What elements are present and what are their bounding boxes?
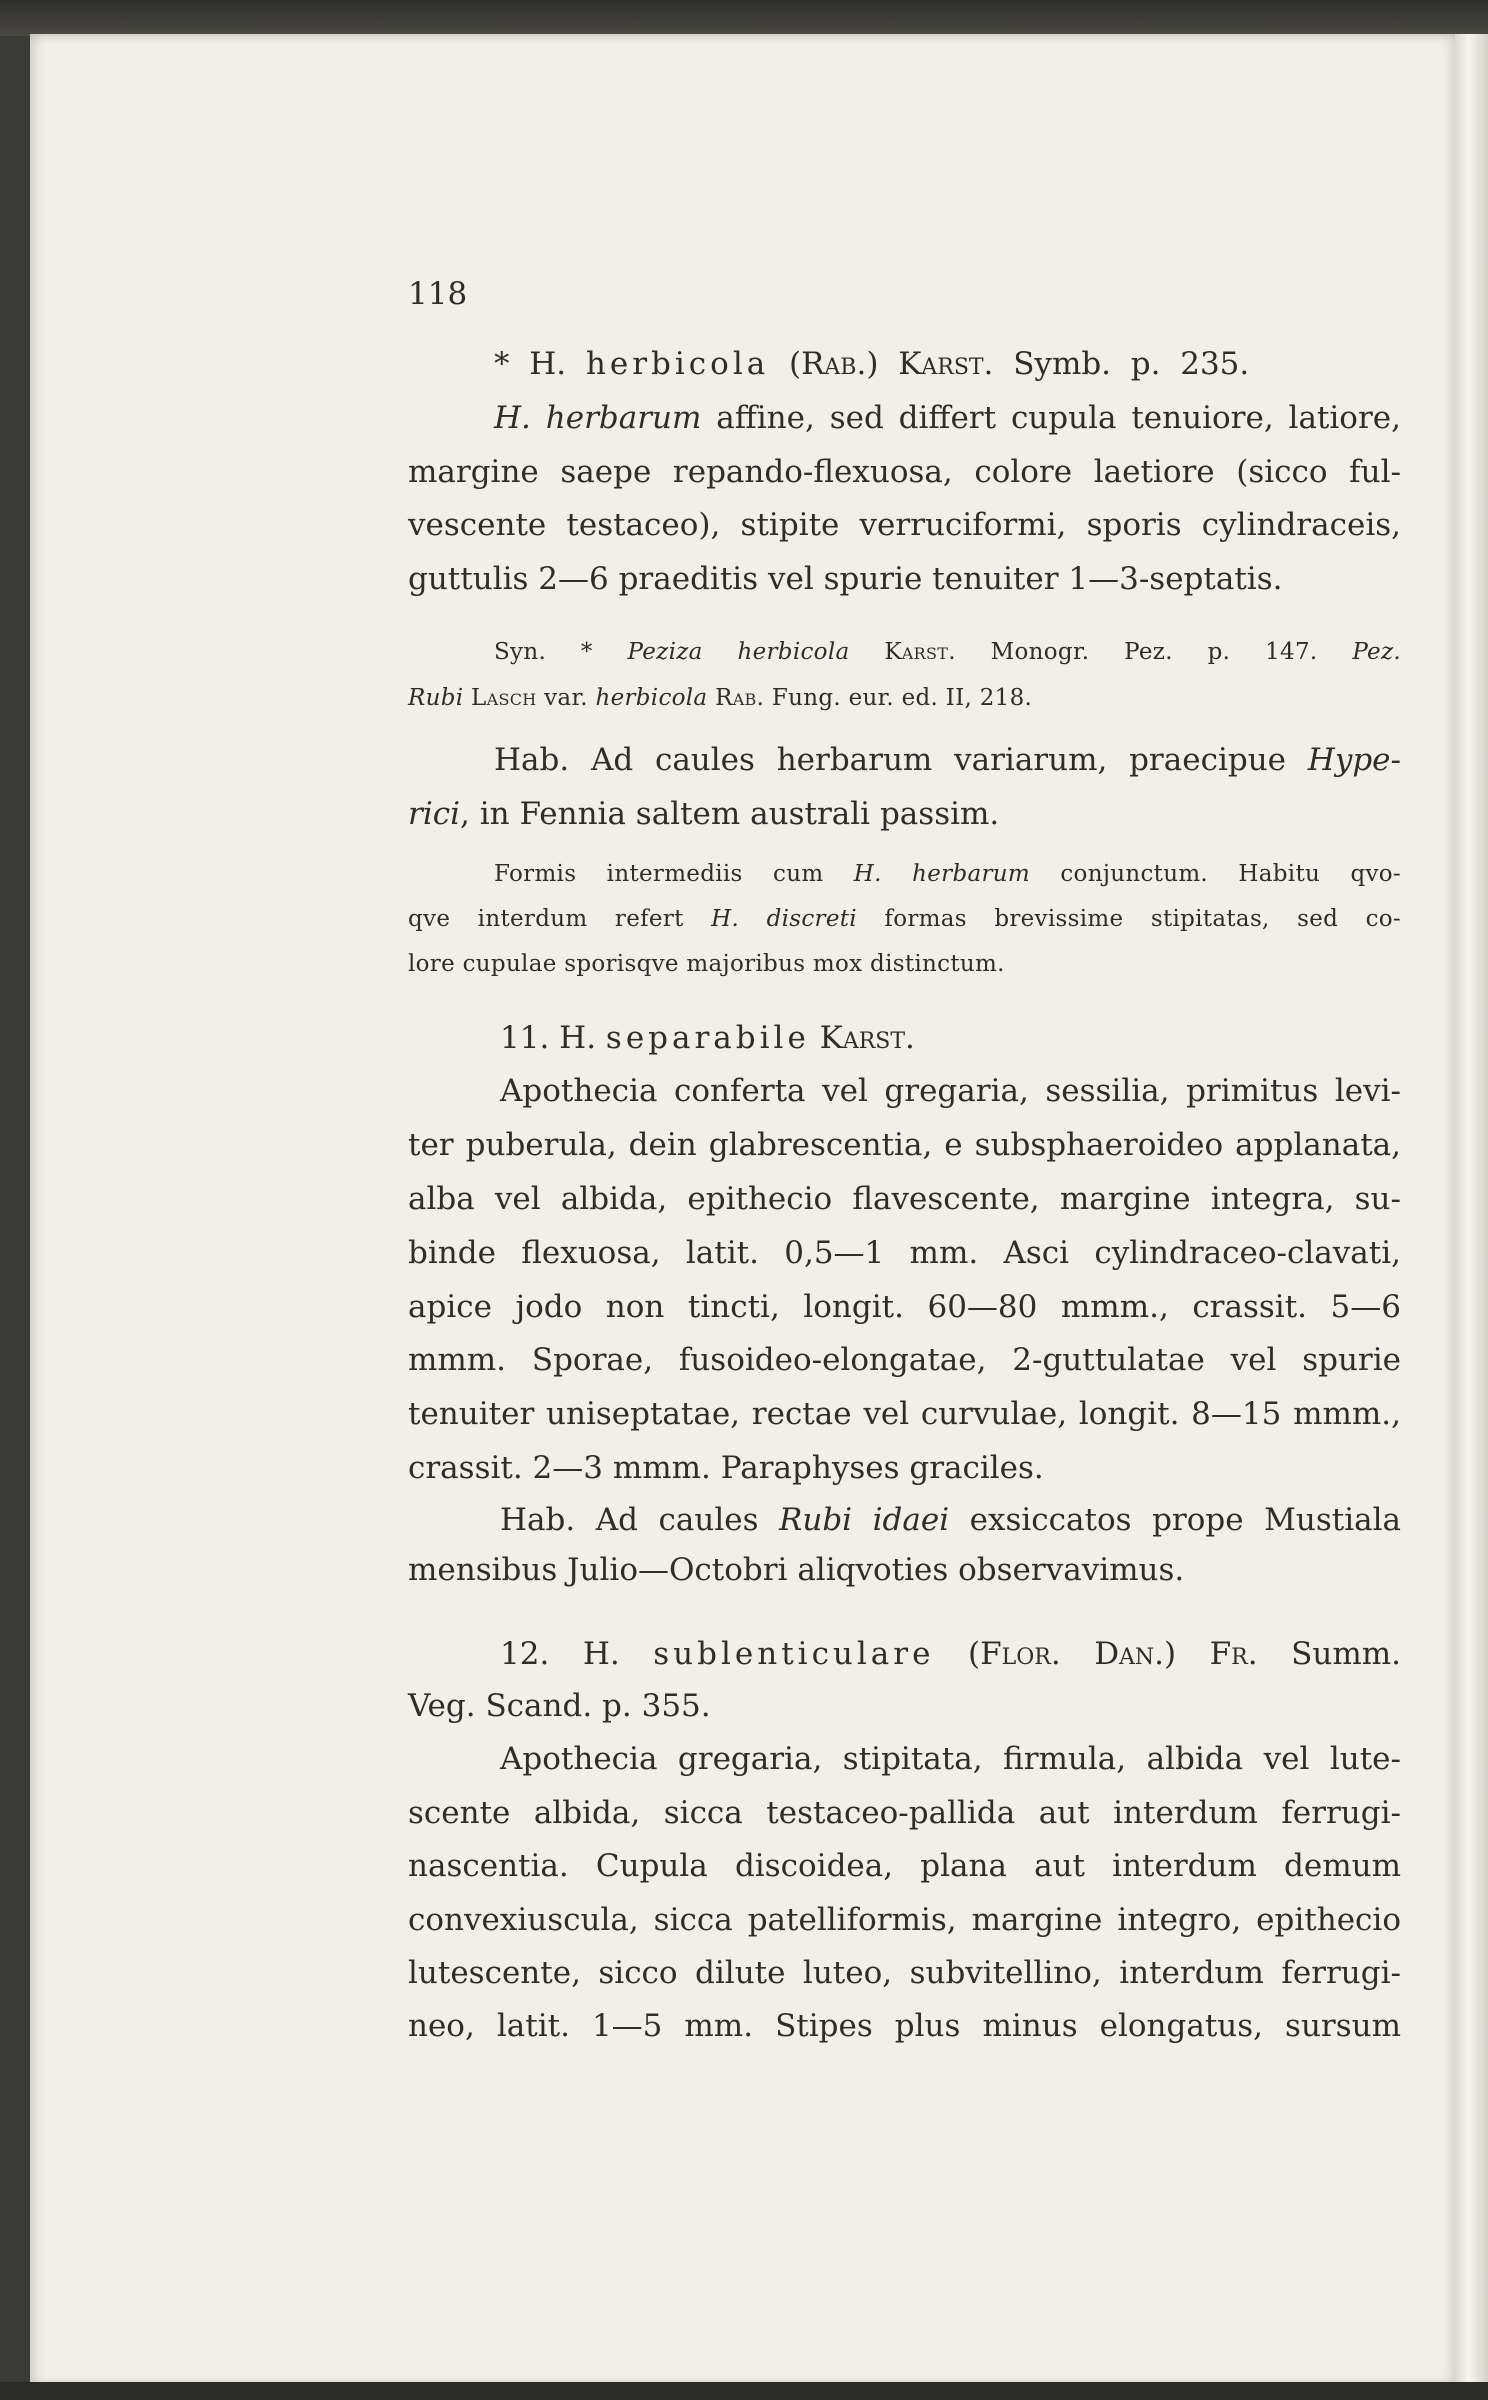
separabile-line-1: Apothecia conferta vel gregaria, sessilia, primitus levi- <box>500 1073 1401 1109</box>
epithet-separabile: separabile <box>605 1020 810 1056</box>
page-edge <box>1455 34 1488 2386</box>
sublenticulare-line-3: nascentia. Cupula discoidea, plana aut interdum demum <box>408 1848 1401 1884</box>
separabile-line-8: crassit. 2—3 mmm. Paraphyses graciles. <box>408 1450 1044 1486</box>
separabile-line-5: apice jodo non tincti, longit. 60—80 mmm., crassit. 5—6 <box>408 1289 1401 1325</box>
herbicola-note-3: lore cupulae sporisqve majoribus mox distinctum. <box>408 951 1005 977</box>
page-number: 118 <box>408 276 468 312</box>
separabile-line-6: mmm. Sporae, fusoideo-elongatae, 2-guttulatae vel spurie <box>408 1342 1401 1378</box>
separabile-line-2: ter puberula, dein glabrescentia, e subsphaeroideo applanata, <box>408 1127 1401 1163</box>
scan-frame-top <box>0 0 1488 36</box>
herbicola-habitat-2: rici, in Fennia saltem australi passim. <box>408 796 1000 832</box>
scan-frame-bottom <box>0 2382 1488 2400</box>
sublenticulare-ref-line: Veg. Scand. p. 355. <box>408 1688 711 1724</box>
heading-sublenticulare: 12. H. sublenticulare (Flor. Dan.) Fr. Summ. <box>500 1636 1401 1672</box>
herbicola-line-2: margine saepe repando-flexuosa, colore laetiore (sicco ful- <box>408 454 1401 490</box>
herbicola-line-1: H. herbarum affine, sed differt cupula tenuiore, latiore, <box>494 400 1401 436</box>
book-page <box>30 34 1460 2386</box>
heading-herbicola: * H. herbicola (Rab.) Karst. Symb. p. 235. <box>494 346 1250 382</box>
herbicola-note-2: qve interdum refert H. discreti formas brevissime stipitatas, sed co- <box>408 906 1402 932</box>
separabile-habitat-1: Hab. Ad caules Rubi idaei exsiccatos prope Mustiala <box>500 1502 1401 1538</box>
heading-separabile: 11. H. separabile Karst. <box>500 1020 915 1056</box>
sublenticulare-line-6: neo, latit. 1—5 mm. Stipes plus minus elongatus, sursum <box>408 2008 1401 2044</box>
synonym-line-1: Syn. * Peziza herbicola Karst. Monogr. Pez. p. 147. Pez. <box>494 639 1401 665</box>
sublenticulare-line-1: Apothecia gregaria, stipitata, firmula, albida vel lute- <box>500 1741 1401 1777</box>
synonym-line-2: Rubi Lasch var. herbicola Rab. Fung. eur. ed. II, 218. <box>408 685 1033 711</box>
separabile-line-7: tenuiter uniseptatae, rectae vel curvulae, longit. 8—15 mmm., <box>408 1396 1401 1432</box>
separabile-line-4: binde flexuosa, latit. 0,5—1 mm. Asci cylindraceo-clavati, <box>408 1235 1401 1271</box>
herbicola-note-1: Formis intermediis cum H. herbarum conjunctum. Habitu qvo- <box>494 861 1402 887</box>
sublenticulare-line-2: scente albida, sicca testaceo-pallida aut interdum ferrugi- <box>408 1795 1401 1831</box>
epithet-herbicola: herbicola <box>585 346 770 382</box>
separabile-line-3: alba vel albida, epithecio flavescente, margine integra, su- <box>408 1181 1401 1217</box>
herbicola-line-3: vescente testaceo), stipite verruciformi, sporis cylindraceis, <box>408 507 1401 543</box>
separabile-habitat-2: mensibus Julio—Octobri aliqvoties observavimus. <box>408 1552 1185 1588</box>
sublenticulare-line-4: convexiuscula, sicca patelliformis, margine integro, epithecio <box>408 1902 1401 1938</box>
epithet-sublenticulare: sublenticulare <box>653 1636 935 1672</box>
sublenticulare-line-5: lutescente, sicco dilute luteo, subvitellino, interdum ferrugi- <box>408 1955 1401 1991</box>
herbicola-habitat-1: Hab. Ad caules herbarum variarum, praecipue Hype- <box>494 742 1401 778</box>
herbicola-line-4: guttulis 2—6 praeditis vel spurie tenuiter 1—3-septatis. <box>408 561 1283 597</box>
